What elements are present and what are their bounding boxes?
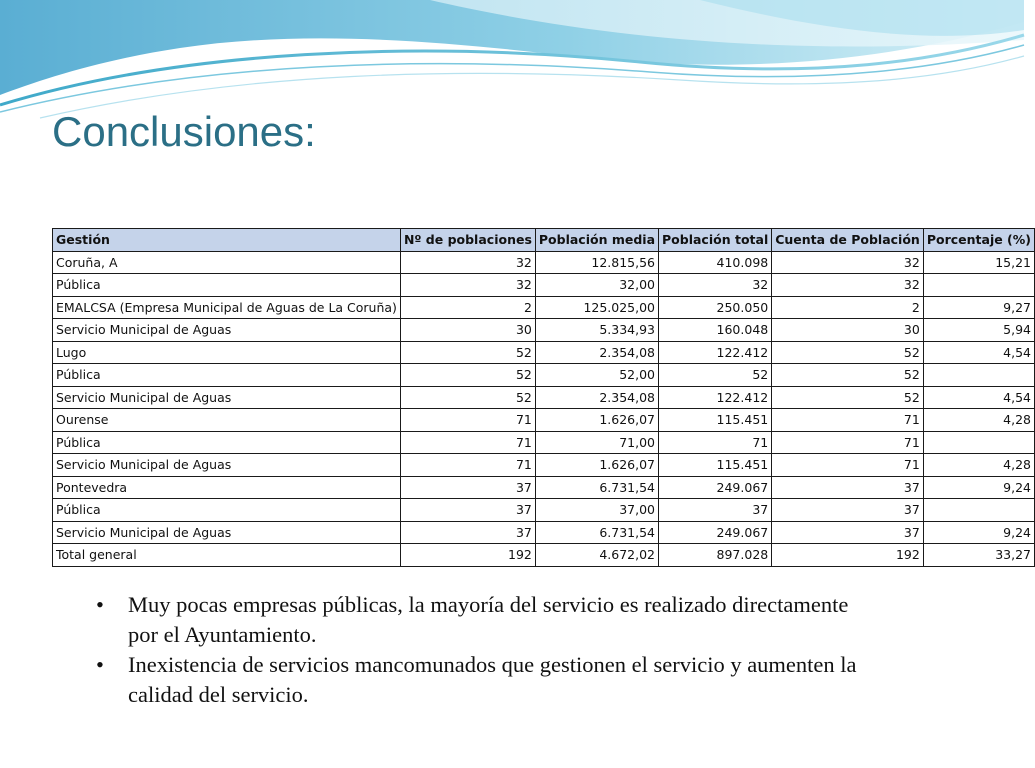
column-header-gestion: Gestión <box>53 229 401 252</box>
cell-gestion: Pública <box>53 431 401 454</box>
cell-cuenta-poblacion: 52 <box>772 386 924 409</box>
column-header-poblacion-total: Población total <box>659 229 772 252</box>
wave-line-2 <box>0 45 1024 112</box>
column-header-cuenta-poblacion: Cuenta de Población <box>772 229 924 252</box>
cell-poblacion-media: 5.334,93 <box>535 319 658 342</box>
cell-porcentaje: 9,27 <box>923 296 1034 319</box>
cell-cuenta-poblacion: 32 <box>772 274 924 297</box>
table-row <box>53 544 1035 567</box>
cell-cuenta-poblacion: 32 <box>772 251 924 274</box>
cell-cuenta-poblacion: 71 <box>772 409 924 432</box>
cell-poblacion-total: 160.048 <box>659 319 772 342</box>
cell-poblacion-media: 125.025,00 <box>535 296 658 319</box>
cell-cuenta-poblacion: 71 <box>772 454 924 477</box>
cell-poblacion-total: 410.098 <box>659 251 772 274</box>
table-row <box>53 386 1035 409</box>
cell-poblacion-media: 4.672,02 <box>535 544 658 567</box>
cell-gestion: Pontevedra <box>53 476 401 499</box>
cell-gestion: Pública <box>53 499 401 522</box>
cell-porcentaje <box>923 431 1034 454</box>
table-row <box>53 409 1035 432</box>
cell-num-poblaciones: 52 <box>400 386 535 409</box>
cell-poblacion-total: 37 <box>659 499 772 522</box>
cell-porcentaje: 15,21 <box>923 251 1034 274</box>
cell-poblacion-total: 897.028 <box>659 544 772 567</box>
table-row <box>53 499 1035 522</box>
cell-gestion: Servicio Municipal de Aguas <box>53 454 401 477</box>
cell-porcentaje <box>923 274 1034 297</box>
cell-poblacion-total: 250.050 <box>659 296 772 319</box>
table-row <box>53 341 1035 364</box>
cell-poblacion-media: 6.731,54 <box>535 521 658 544</box>
list-item <box>96 590 876 650</box>
table-row <box>53 431 1035 454</box>
cell-porcentaje: 9,24 <box>923 521 1034 544</box>
cell-cuenta-poblacion: 71 <box>772 431 924 454</box>
table-row <box>53 476 1035 499</box>
conclusions-list <box>96 590 876 710</box>
cell-porcentaje <box>923 499 1034 522</box>
cell-poblacion-total: 122.412 <box>659 341 772 364</box>
cell-cuenta-poblacion: 52 <box>772 341 924 364</box>
cell-poblacion-total: 115.451 <box>659 409 772 432</box>
table-row <box>53 364 1035 387</box>
table-row <box>53 521 1035 544</box>
table-header-row <box>53 229 1035 252</box>
cell-cuenta-poblacion: 30 <box>772 319 924 342</box>
cell-num-poblaciones: 52 <box>400 364 535 387</box>
cell-poblacion-media: 71,00 <box>535 431 658 454</box>
cell-gestion: EMALCSA (Empresa Municipal de Aguas de La Coruña) <box>53 296 401 319</box>
cell-poblacion-media: 2.354,08 <box>535 386 658 409</box>
cell-porcentaje: 33,27 <box>923 544 1034 567</box>
column-header-porcentaje: Porcentaje (%) <box>923 229 1034 252</box>
cell-num-poblaciones: 71 <box>400 409 535 432</box>
cell-porcentaje: 9,24 <box>923 476 1034 499</box>
data-table <box>52 228 1035 567</box>
cell-poblacion-total: 52 <box>659 364 772 387</box>
cell-porcentaje: 4,54 <box>923 386 1034 409</box>
cell-num-poblaciones: 192 <box>400 544 535 567</box>
cell-poblacion-media: 12.815,56 <box>535 251 658 274</box>
page-title: Conclusiones: <box>52 108 316 155</box>
cell-poblacion-media: 1.626,07 <box>535 409 658 432</box>
table-row <box>53 454 1035 477</box>
cell-num-poblaciones: 52 <box>400 341 535 364</box>
cell-poblacion-media: 52,00 <box>535 364 658 387</box>
cell-poblacion-media: 1.626,07 <box>535 454 658 477</box>
cell-poblacion-total: 32 <box>659 274 772 297</box>
cell-poblacion-media: 2.354,08 <box>535 341 658 364</box>
cell-poblacion-total: 249.067 <box>659 521 772 544</box>
cell-porcentaje: 5,94 <box>923 319 1034 342</box>
cell-num-poblaciones: 71 <box>400 454 535 477</box>
cell-porcentaje: 4,28 <box>923 409 1034 432</box>
cell-gestion: Pública <box>53 274 401 297</box>
cell-cuenta-poblacion: 37 <box>772 499 924 522</box>
cell-gestion: Servicio Municipal de Aguas <box>53 386 401 409</box>
cell-poblacion-total: 71 <box>659 431 772 454</box>
cell-num-poblaciones: 37 <box>400 476 535 499</box>
cell-poblacion-total: 249.067 <box>659 476 772 499</box>
list-item <box>96 650 876 710</box>
cell-poblacion-total: 122.412 <box>659 386 772 409</box>
bullet-icon: • <box>96 592 104 617</box>
table-row <box>53 251 1035 274</box>
cell-gestion: Ourense <box>53 409 401 432</box>
cell-num-poblaciones: 32 <box>400 251 535 274</box>
cell-poblacion-total: 115.451 <box>659 454 772 477</box>
list-item-text: Inexistencia de servicios mancomunados que gestionen el servicio y aumenten la calidad del servicio. <box>128 652 857 707</box>
cell-gestion: Pública <box>53 364 401 387</box>
cell-gestion: Coruña, A <box>53 251 401 274</box>
cell-gestion: Servicio Municipal de Aguas <box>53 319 401 342</box>
cell-cuenta-poblacion: 37 <box>772 476 924 499</box>
column-header-poblacion-media: Población media <box>535 229 658 252</box>
cell-gestion: Servicio Municipal de Aguas <box>53 521 401 544</box>
list-item-text: Muy pocas empresas públicas, la mayoría del servicio es realizado directamente por el Ayuntamiento. <box>128 592 849 647</box>
cell-num-poblaciones: 71 <box>400 431 535 454</box>
cell-cuenta-poblacion: 192 <box>772 544 924 567</box>
cell-num-poblaciones: 2 <box>400 296 535 319</box>
cell-poblacion-media: 6.731,54 <box>535 476 658 499</box>
cell-porcentaje: 4,54 <box>923 341 1034 364</box>
table-row <box>53 296 1035 319</box>
cell-cuenta-poblacion: 52 <box>772 364 924 387</box>
table-body <box>53 251 1035 566</box>
cell-porcentaje: 4,28 <box>923 454 1034 477</box>
cell-poblacion-media: 32,00 <box>535 274 658 297</box>
cell-cuenta-poblacion: 37 <box>772 521 924 544</box>
cell-poblacion-media: 37,00 <box>535 499 658 522</box>
column-header-num-poblaciones: Nº de poblaciones <box>400 229 535 252</box>
cell-cuenta-poblacion: 2 <box>772 296 924 319</box>
cell-gestion: Total general <box>53 544 401 567</box>
cell-num-poblaciones: 37 <box>400 499 535 522</box>
cell-num-poblaciones: 37 <box>400 521 535 544</box>
table-row <box>53 319 1035 342</box>
bullet-icon: • <box>96 652 104 677</box>
cell-gestion: Lugo <box>53 341 401 364</box>
cell-num-poblaciones: 32 <box>400 274 535 297</box>
cell-num-poblaciones: 30 <box>400 319 535 342</box>
cell-porcentaje <box>923 364 1034 387</box>
table-row <box>53 274 1035 297</box>
